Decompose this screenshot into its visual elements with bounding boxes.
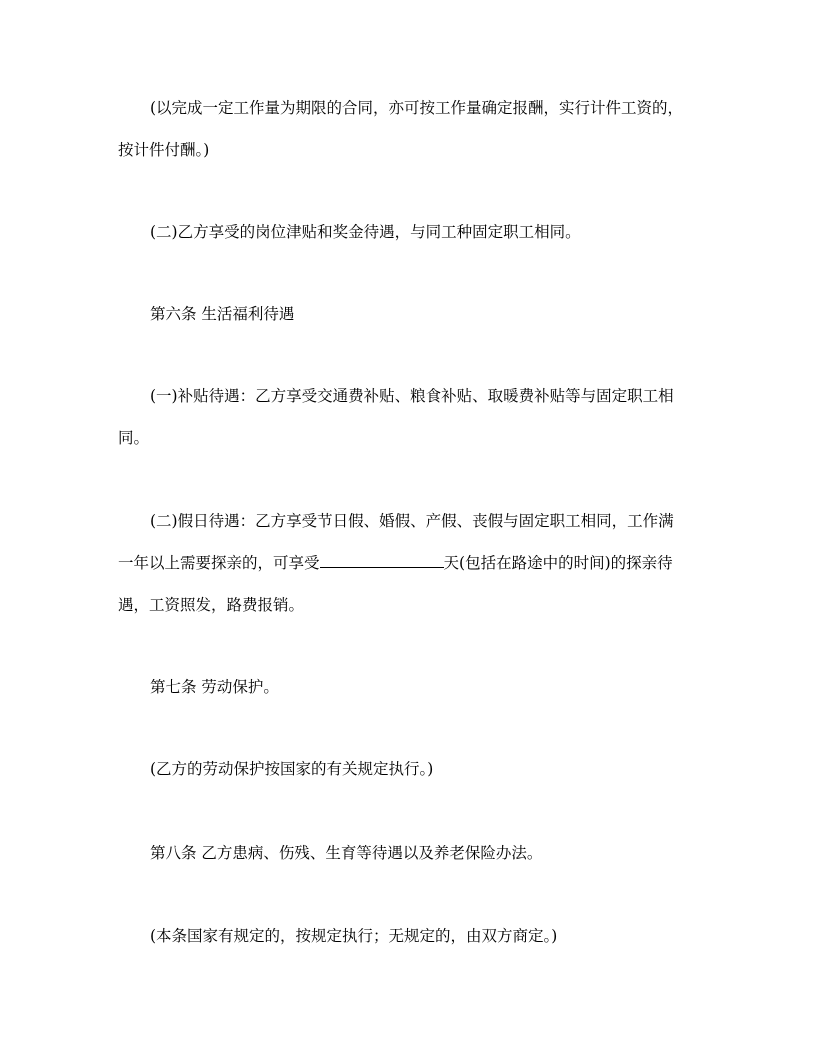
article-heading: 第六条 生活福利待遇	[150, 305, 295, 323]
text-before-blank: 一年以上需要探亲的，可享受	[118, 554, 320, 572]
article-heading: 第七条 劳动保护。	[150, 678, 279, 696]
paragraph-line: 按计件付酬。)	[118, 141, 210, 159]
paragraph-line-with-blank	[118, 553, 698, 573]
paragraph-line: 遇，工资照发，路费报销。	[118, 596, 305, 614]
paragraph-line: (二)乙方享受的岗位津贴和奖金待遇，与同工种固定职工相同。	[150, 223, 581, 241]
paragraph-line: (本条国家有规定的，按规定执行；无规定的，由双方商定。)	[150, 927, 558, 945]
paragraph-line: (一)补贴待遇：乙方享受交通费补贴、粮食补贴、取暖费补贴等与固定职工相	[150, 387, 674, 405]
fill-in-blank	[320, 553, 444, 568]
text-after-blank: 天(包括在路途中的时间)的探亲待	[443, 554, 673, 572]
paragraph-line: 同。	[118, 429, 150, 447]
paragraph-line: (以完成一定工作量为期限的合同，亦可按工作量确定报酬，实行计件工资的，	[150, 99, 684, 117]
paragraph-line: (乙方的劳动保护按国家的有关规定执行。)	[150, 760, 434, 778]
article-heading: 第八条 乙方患病、伤残、生育等待遇以及养老保险办法。	[150, 844, 543, 862]
paragraph-line: (二)假日待遇：乙方享受节日假、婚假、产假、丧假与固定职工相同，工作满	[150, 512, 674, 530]
